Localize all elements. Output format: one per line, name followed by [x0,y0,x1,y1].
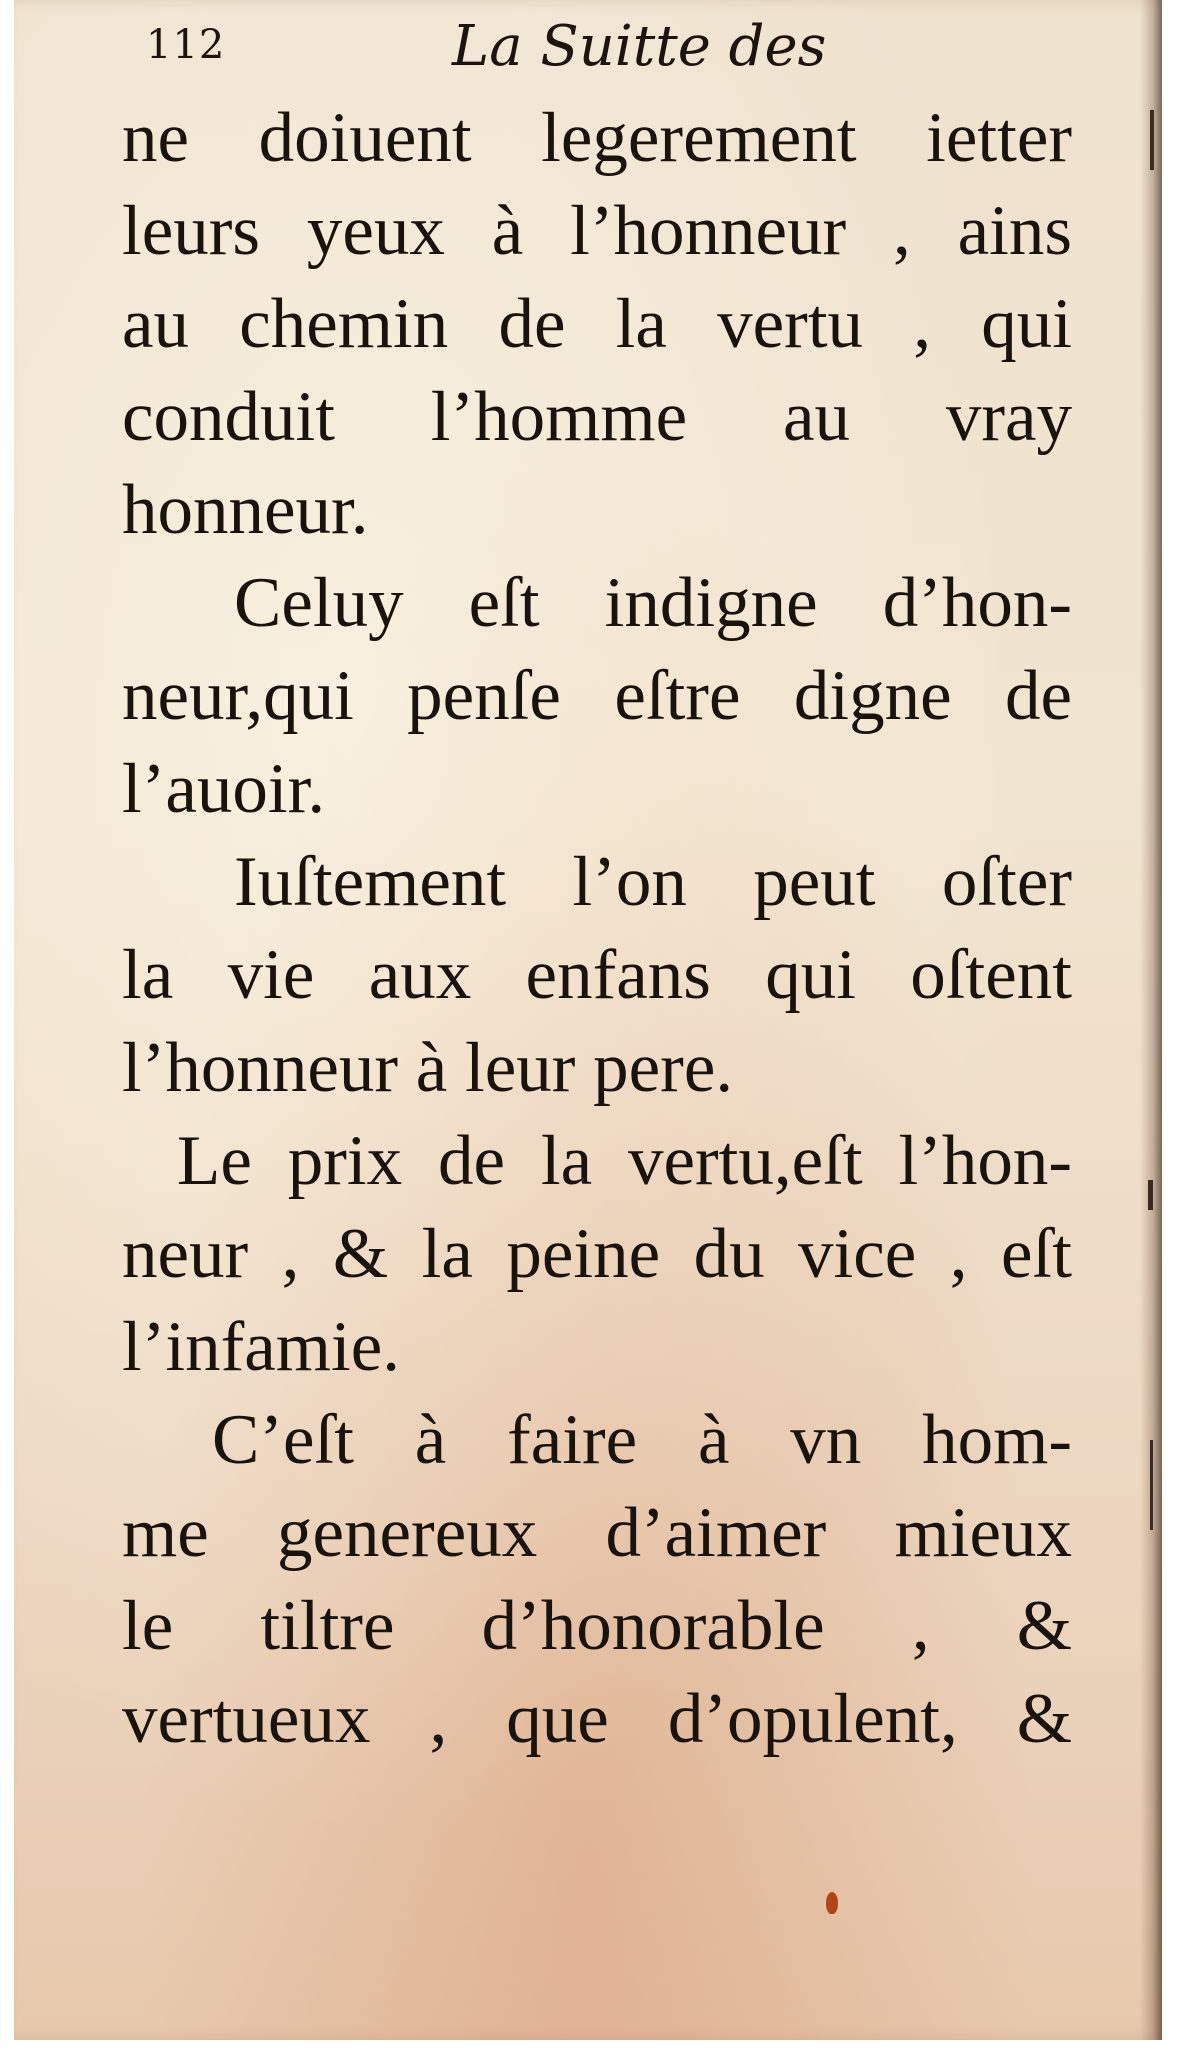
text-line: neur,qui penſe eſtre digne de [122,657,1072,735]
body-text [122,92,1072,1766]
text-line: me genereux d’aimer mieux [122,1494,1072,1572]
text-line: honneur. [122,471,369,549]
text-line: neur , & la peine du vice , eſt [122,1215,1072,1293]
paragraph-first-line: Celuy eſt indigne d’hon- [234,564,1072,642]
page-number: 112 [146,22,226,68]
margin-mark [1150,110,1154,170]
paragraph-first-line: Iuſtement l’on peut oſter [234,843,1072,921]
text-line: ne doiuent legerement ietter [122,99,1072,177]
text-line: l’auoir. [122,750,326,828]
text-line: l’honneur à leur pere. [122,1029,734,1107]
margin-mark [1150,1440,1153,1530]
text-line: vertueux , que d’opulent, & [122,1680,1072,1758]
book-page [14,0,1162,2040]
paragraph-first-line: C’eſt à faire à vn hom- [212,1401,1072,1479]
text-line: la vie aux enfans qui oſtent [122,936,1072,1014]
paragraph-first-line: Le prix de la vertu,eſt l’hon- [177,1122,1072,1200]
page-edge-shadow [1140,0,1162,2040]
text-line: le tiltre d’honorable , & [122,1587,1072,1665]
margin-mark [1148,1180,1153,1210]
text-line: conduit l’homme au vray [122,378,1072,456]
text-line: leurs yeux à l’honneur , ains [122,192,1072,270]
text-line: l’infamie. [122,1308,400,1386]
text-line: au chemin de la vertu , qui [122,285,1072,363]
ink-blot [826,1892,838,1914]
running-title: La Suitte des [452,14,827,79]
